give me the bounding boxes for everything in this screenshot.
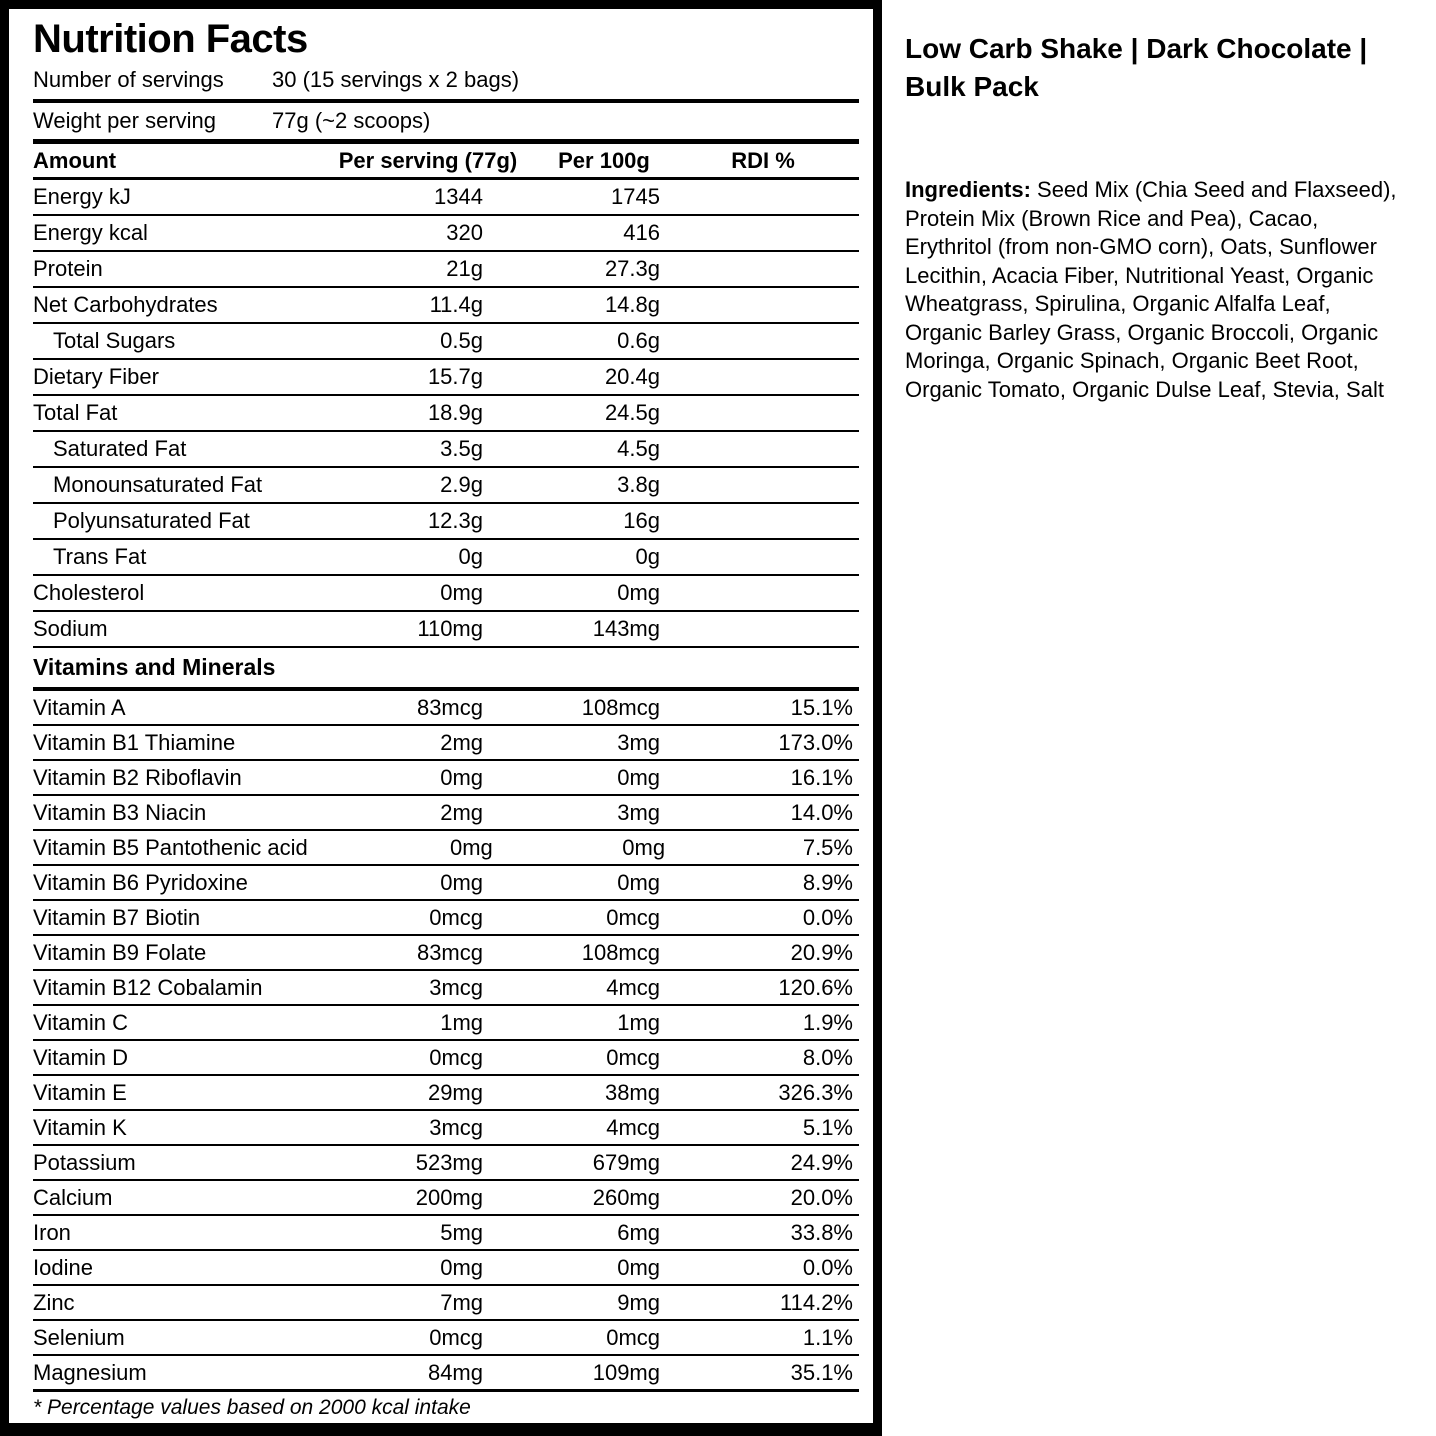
vitamins-section-header: Vitamins and Minerals bbox=[33, 648, 859, 691]
nutrient-label: Iodine bbox=[33, 1254, 93, 1280]
table-row bbox=[33, 252, 859, 288]
per-100g-value: 143mg bbox=[592, 616, 660, 641]
table-row bbox=[33, 576, 859, 612]
per-100g-value: 0mg bbox=[617, 764, 660, 790]
rdi-value: 35.1% bbox=[790, 1359, 853, 1385]
nutrient-label: Protein bbox=[33, 256, 103, 281]
per-serving-value: 0mcg bbox=[429, 1324, 483, 1350]
per-100g-value: 20.4g bbox=[604, 364, 660, 389]
per-100g-value: 1745 bbox=[611, 184, 660, 209]
table-row bbox=[33, 1041, 859, 1076]
rdi-value: 0.0% bbox=[802, 1254, 853, 1280]
per-100g-value: 1mg bbox=[617, 1009, 660, 1035]
nutrient-label: Sodium bbox=[33, 616, 108, 641]
per-serving-value: 1344 bbox=[434, 184, 483, 209]
table-row bbox=[33, 691, 859, 726]
per-serving-value: 0.5g bbox=[440, 328, 483, 353]
rdi-value: 20.0% bbox=[790, 1184, 853, 1210]
rdi-value: 24.9% bbox=[790, 1149, 853, 1175]
rdi-value: 33.8% bbox=[790, 1219, 853, 1245]
ingredients-paragraph bbox=[905, 176, 1397, 404]
per-serving-value: 2mg bbox=[440, 729, 483, 755]
per-100g-value: 260mg bbox=[592, 1184, 660, 1210]
per-serving-value: 7mg bbox=[440, 1289, 483, 1315]
rdi-value: 1.1% bbox=[802, 1324, 853, 1350]
servings-label: Number of servings bbox=[33, 67, 224, 92]
table-row bbox=[33, 1321, 859, 1356]
per-100g-value: 0mg bbox=[617, 580, 660, 605]
table-row bbox=[33, 796, 859, 831]
nutrient-label: Magnesium bbox=[33, 1359, 147, 1385]
table-row bbox=[33, 1146, 859, 1181]
rdi-value: 173.0% bbox=[778, 729, 853, 755]
table-row bbox=[33, 1286, 859, 1321]
per-serving-value: 200mg bbox=[415, 1184, 483, 1210]
nutrient-label: Vitamin B12 Cobalamin bbox=[33, 974, 263, 1000]
nutrient-label: Net Carbohydrates bbox=[33, 292, 218, 317]
per-serving-value: 3mcg bbox=[429, 1114, 483, 1140]
per-serving-value: 1mg bbox=[440, 1009, 483, 1035]
nutrient-label: Energy kJ bbox=[33, 184, 131, 209]
header-per-100g: Per 100g bbox=[558, 147, 650, 173]
weight-value: 77g (~2 scoops) bbox=[272, 108, 431, 133]
table-row bbox=[33, 936, 859, 971]
table-row bbox=[33, 901, 859, 936]
per-100g-value: 0.6g bbox=[617, 328, 660, 353]
table-row bbox=[33, 1076, 859, 1111]
nutrient-label: Polyunsaturated Fat bbox=[53, 508, 250, 533]
nutrient-label: Vitamin E bbox=[33, 1079, 127, 1105]
header-per-serving: Per serving (77g) bbox=[338, 147, 518, 173]
nutrient-label: Potassium bbox=[33, 1149, 136, 1175]
table-row bbox=[33, 1356, 859, 1389]
per-serving-value: 15.7g bbox=[427, 364, 483, 389]
per-serving-value: 2.9g bbox=[440, 472, 483, 497]
per-serving-value: 0mg bbox=[440, 580, 483, 605]
table-row bbox=[33, 1251, 859, 1286]
weight-row bbox=[33, 103, 859, 144]
per-serving-value: 11.4g bbox=[429, 292, 483, 317]
per-serving-value: 2mg bbox=[440, 799, 483, 825]
nutrient-label: Total Fat bbox=[33, 400, 118, 425]
nutrient-label: Total Sugars bbox=[53, 328, 176, 353]
per-serving-value: 0mg bbox=[440, 1254, 483, 1280]
rdi-value: 120.6% bbox=[778, 974, 853, 1000]
nutrient-label: Zinc bbox=[33, 1289, 75, 1315]
per-100g-value: 679mg bbox=[592, 1149, 660, 1175]
per-100g-value: 4mcg bbox=[606, 974, 660, 1000]
nutrient-label: Vitamin B3 Niacin bbox=[33, 799, 207, 825]
nutrient-label: Dietary Fiber bbox=[33, 364, 159, 389]
nutrient-label: Vitamin B5 Pantothenic acid bbox=[33, 834, 308, 860]
table-row bbox=[33, 432, 859, 468]
per-100g-value: 0mcg bbox=[606, 904, 660, 930]
per-serving-value: 110mg bbox=[417, 616, 483, 641]
table-row bbox=[33, 1216, 859, 1251]
per-100g-value: 108mcg bbox=[581, 939, 660, 965]
per-serving-value: 320 bbox=[446, 220, 483, 245]
per-100g-value: 4.5g bbox=[617, 436, 660, 461]
table-row bbox=[33, 180, 859, 216]
per-serving-value: 83mcg bbox=[416, 939, 483, 965]
product-title: Low Carb Shake | Dark Chocolate | Bulk Pack bbox=[905, 33, 1368, 102]
per-serving-value: 3mcg bbox=[429, 974, 483, 1000]
rdi-value: 7.5% bbox=[802, 834, 853, 860]
per-serving-value: 0mg bbox=[440, 869, 483, 895]
per-100g-value: 0mg bbox=[622, 834, 666, 860]
rdi-value: 14.0% bbox=[790, 799, 853, 825]
footnote: * Percentage values based on 2000 kcal intake bbox=[33, 1389, 859, 1423]
rdi-value: 8.0% bbox=[802, 1044, 853, 1070]
rdi-value: 15.1% bbox=[790, 694, 853, 720]
per-100g-value: 108mcg bbox=[581, 694, 660, 720]
table-row bbox=[33, 396, 859, 432]
per-100g-value: 0mg bbox=[617, 1254, 660, 1280]
rdi-value: 8.9% bbox=[802, 869, 853, 895]
ingredients-label: Ingredients: bbox=[905, 177, 1031, 202]
nutrient-label: Trans Fat bbox=[53, 544, 147, 569]
per-serving-value: 0g bbox=[458, 544, 483, 569]
nutrient-label: Vitamin B1 Thiamine bbox=[33, 729, 236, 755]
per-100g-value: 3.8g bbox=[617, 472, 660, 497]
per-100g-value: 27.3g bbox=[604, 256, 660, 281]
nutrient-label: Vitamin K bbox=[33, 1114, 127, 1140]
servings-value: 30 (15 servings x 2 bags) bbox=[272, 67, 520, 92]
rdi-value: 20.9% bbox=[790, 939, 853, 965]
per-100g-value: 0mcg bbox=[606, 1324, 660, 1350]
per-100g-value: 24.5g bbox=[604, 400, 660, 425]
per-100g-value: 0mcg bbox=[606, 1044, 660, 1070]
per-serving-value: 0mcg bbox=[429, 904, 483, 930]
per-100g-value: 0mg bbox=[617, 869, 660, 895]
nutrient-label: Calcium bbox=[33, 1184, 113, 1210]
table-row bbox=[33, 288, 859, 324]
rdi-value: 5.1% bbox=[802, 1114, 853, 1140]
rdi-value: 1.9% bbox=[802, 1009, 853, 1035]
per-serving-value: 12.3g bbox=[427, 508, 483, 533]
table-row bbox=[33, 540, 859, 576]
rdi-value: 16.1% bbox=[790, 764, 853, 790]
nutrient-label: Vitamin B7 Biotin bbox=[33, 904, 201, 930]
per-serving-value: 21g bbox=[446, 256, 483, 281]
nutrient-label: Vitamin B2 Riboflavin bbox=[33, 764, 242, 790]
nutrient-label: Vitamin B6 Pyridoxine bbox=[33, 869, 248, 895]
table-row bbox=[33, 971, 859, 1006]
per-100g-value: 16g bbox=[623, 508, 660, 533]
product-info bbox=[905, 30, 1397, 404]
per-serving-value: 84mg bbox=[427, 1359, 483, 1385]
rdi-value: 0.0% bbox=[802, 904, 853, 930]
table-row bbox=[33, 504, 859, 540]
table-row bbox=[33, 324, 859, 360]
table-row bbox=[33, 1181, 859, 1216]
per-serving-value: 83mcg bbox=[416, 694, 483, 720]
header-rdi: RDI % bbox=[731, 147, 795, 173]
per-100g-value: 9mg bbox=[617, 1289, 660, 1315]
table-row bbox=[33, 612, 859, 648]
table-row bbox=[33, 468, 859, 504]
per-100g-value: 3mg bbox=[617, 729, 660, 755]
nutrient-label: Vitamin A bbox=[33, 694, 126, 720]
nutrient-label: Vitamin D bbox=[33, 1044, 128, 1070]
per-100g-value: 6mg bbox=[617, 1219, 660, 1245]
nutrient-label: Iron bbox=[33, 1219, 71, 1245]
per-serving-value: 18.9g bbox=[427, 400, 483, 425]
table-row bbox=[33, 866, 859, 901]
rdi-value: 114.2% bbox=[780, 1289, 853, 1315]
panel-title: Nutrition Facts bbox=[33, 17, 308, 61]
per-100g-value: 3mg bbox=[617, 799, 660, 825]
nutrient-label: Selenium bbox=[33, 1324, 125, 1350]
nutrient-label: Cholesterol bbox=[33, 580, 145, 605]
table-row bbox=[33, 360, 859, 396]
table-header-row bbox=[33, 144, 859, 180]
per-serving-value: 0mg bbox=[449, 834, 493, 860]
per-serving-value: 523mg bbox=[415, 1149, 483, 1175]
table-row bbox=[33, 1006, 859, 1041]
per-100g-value: 416 bbox=[623, 220, 660, 245]
nutrient-label: Monounsaturated Fat bbox=[53, 472, 263, 497]
weight-label: Weight per serving bbox=[33, 108, 217, 133]
nutrient-label: Vitamin B9 Folate bbox=[33, 939, 207, 965]
per-serving-value: 0mg bbox=[440, 764, 483, 790]
per-100g-value: 109mg bbox=[592, 1359, 660, 1385]
table-row bbox=[33, 761, 859, 796]
table-row bbox=[33, 1111, 859, 1146]
rdi-value: 326.3% bbox=[778, 1079, 853, 1105]
nutrient-label: Vitamin C bbox=[33, 1009, 128, 1035]
per-100g-value: 4mcg bbox=[606, 1114, 660, 1140]
per-100g-value: 14.8g bbox=[604, 292, 660, 317]
header-amount: Amount bbox=[33, 147, 117, 173]
per-serving-value: 29mg bbox=[427, 1079, 483, 1105]
per-serving-value: 0mcg bbox=[429, 1044, 483, 1070]
ingredients-text: Seed Mix (Chia Seed and Flaxseed), Protein Mix (Brown Rice and Pea), Cacao, Erythritol (from non-GMO corn), Oats, Sunflower Lecithin, Acacia Fiber, Nutritional Yeast, Organic Wheatgrass, Spirulina, Organic Alfalfa Leaf, Organic Barley Grass, Organic Broccoli, Organic Moringa, Organic Spinach, Organic Beet Root, Organic Tomato, Organic Dulse Leaf, Stevia, Salt bbox=[905, 177, 1397, 402]
nutrient-label: Saturated Fat bbox=[53, 436, 187, 461]
per-100g-value: 38mg bbox=[604, 1079, 660, 1105]
per-100g-value: 0g bbox=[635, 544, 660, 569]
per-serving-value: 3.5g bbox=[440, 436, 483, 461]
servings-row bbox=[33, 61, 859, 103]
table-row bbox=[33, 216, 859, 252]
table-row bbox=[33, 831, 859, 866]
per-serving-value: 5mg bbox=[440, 1219, 483, 1245]
nutrient-label: Energy kcal bbox=[33, 220, 148, 245]
table-row bbox=[33, 726, 859, 761]
